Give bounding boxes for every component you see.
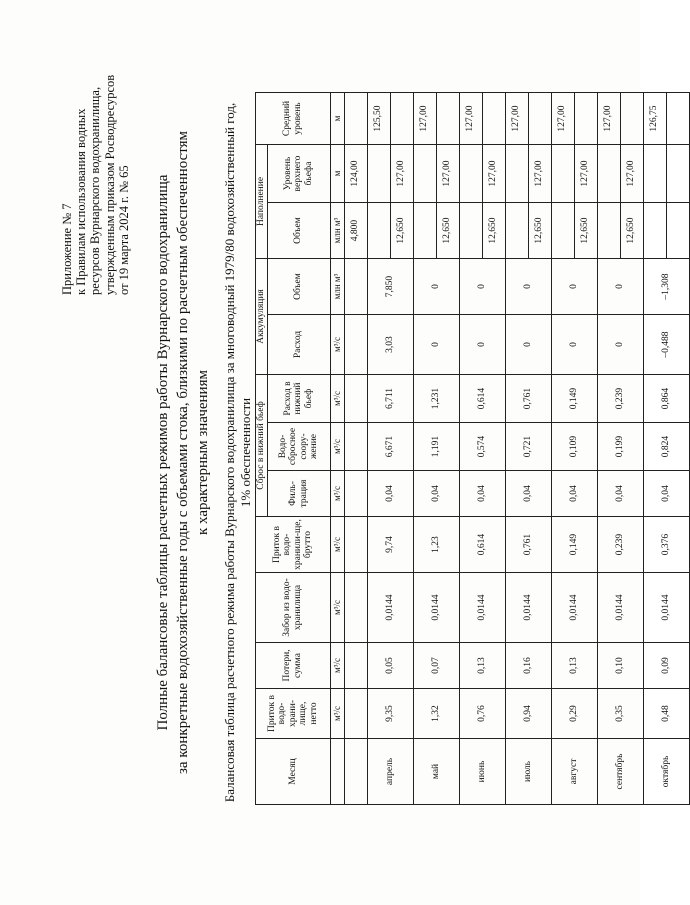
withdrawal-cell: 0,0144 xyxy=(413,573,459,643)
appendix-note xyxy=(60,15,131,295)
header-spillway: Водо-сбросное соору-жение xyxy=(267,423,330,471)
header-month: Месяц xyxy=(256,739,331,805)
inflow-gross-cell: 0,149 xyxy=(551,517,597,573)
month-cell: июнь xyxy=(459,739,505,805)
inflow-net-cell: 9,35 xyxy=(367,689,413,739)
header-tailwater: Расход в нижний бьеф xyxy=(267,375,330,423)
unit-cell xyxy=(330,739,344,805)
losses-cell: 0,09 xyxy=(643,643,689,689)
initial-fill-volume: 4,800 xyxy=(344,203,367,259)
unit-cell: м³/с xyxy=(330,573,344,643)
acc-volume-cell: 0 xyxy=(505,259,551,315)
withdrawal-cell: 0,0144 xyxy=(459,573,505,643)
month-cell: июль xyxy=(505,739,551,805)
empty-cell xyxy=(643,145,666,203)
acc-volume-cell: 0 xyxy=(597,259,643,315)
filtration-cell: 0,04 xyxy=(505,471,551,517)
upper-level-cell: 127,00 xyxy=(390,145,413,203)
table-row xyxy=(459,93,482,805)
avg-level-cell: 127,00 xyxy=(413,93,436,145)
empty-cell xyxy=(528,93,551,145)
appendix-line: утвержденным приказом Росводресурсов xyxy=(102,74,117,295)
acc-flow-cell: 0 xyxy=(413,315,459,375)
unit-cell: м³/с xyxy=(330,471,344,517)
header-withdrawal: Забор из водо-хранилища xyxy=(256,573,331,643)
withdrawal-cell: 0,0144 xyxy=(551,573,597,643)
avg-level-cell: 127,00 xyxy=(505,93,528,145)
acc-flow-cell: 0 xyxy=(597,315,643,375)
empty-cell xyxy=(666,93,689,145)
upper-level-cell: 127,00 xyxy=(436,145,459,203)
upper-level-cell: 127,00 xyxy=(528,145,551,203)
filtration-cell: 0,04 xyxy=(643,471,689,517)
appendix-line: ресурсов Вурнарского водохранилища, xyxy=(88,86,103,295)
empty-cell xyxy=(551,145,574,203)
initial-upper-level: 124,00 xyxy=(344,145,367,203)
header-losses: Потери, сумма xyxy=(256,643,331,689)
spillway-cell: 0,199 xyxy=(597,423,643,471)
losses-cell: 0,05 xyxy=(367,643,413,689)
withdrawal-cell: 0,0144 xyxy=(643,573,689,643)
table-row xyxy=(367,93,390,805)
month-cell: август xyxy=(551,739,597,805)
empty-cell xyxy=(597,203,620,259)
unit-cell: м³/с xyxy=(330,315,344,375)
empty-cell xyxy=(459,203,482,259)
month-cell: май xyxy=(413,739,459,805)
avg-level-cell: 127,00 xyxy=(597,93,620,145)
header-discharge-group: Сброс в нижний бьеф xyxy=(256,375,268,517)
empty-cell xyxy=(367,203,390,259)
appendix-line: к Правилам использования водных xyxy=(74,108,89,295)
table-row xyxy=(505,93,528,805)
month-cell: сентябрь xyxy=(597,739,643,805)
header-inflow-gross: Приток в водо-хранили-ще, брутто xyxy=(256,517,331,573)
unit-cell: м³/с xyxy=(330,689,344,739)
tailwater-cell: 0,761 xyxy=(505,375,551,423)
empty-cell xyxy=(390,93,413,145)
empty-cell xyxy=(367,145,390,203)
header-avg-level: Средний уровень xyxy=(256,93,331,145)
avg-level-cell: 126,75 xyxy=(643,93,666,145)
inflow-gross-cell: 0,239 xyxy=(597,517,643,573)
acc-volume-cell: 7,850 xyxy=(367,259,413,315)
header-acc-volume: Объем xyxy=(267,259,330,315)
fill-volume-cell: 12,650 xyxy=(482,203,505,259)
header-fill-volume: Объем xyxy=(267,203,330,259)
header-accumulation-group: Аккумуляция xyxy=(256,259,268,375)
header-filling-group: Наполнение xyxy=(256,145,268,259)
inflow-gross-cell: 0,614 xyxy=(459,517,505,573)
unit-cell: м xyxy=(330,93,344,145)
header-filtration: Филь-трация xyxy=(267,471,330,517)
inflow-net-cell: 0,94 xyxy=(505,689,551,739)
acc-volume-cell: 0 xyxy=(413,259,459,315)
withdrawal-cell: 0,0144 xyxy=(367,573,413,643)
empty-cell xyxy=(436,93,459,145)
balance-table xyxy=(255,92,690,805)
empty-cell xyxy=(551,203,574,259)
avg-level-cell: 125,50 xyxy=(367,93,390,145)
tailwater-cell: 0,239 xyxy=(597,375,643,423)
spillway-cell: 0,721 xyxy=(505,423,551,471)
upper-level-cell: 127,00 xyxy=(482,145,505,203)
avg-level-cell: 127,00 xyxy=(551,93,574,145)
document-title-line: за конкретные водохозяйственные годы с объемами стока, близкими по расчетным обеспеченностям xyxy=(175,131,191,774)
fill-volume-cell: 12,650 xyxy=(620,203,643,259)
document-title-line: к характерным значениям xyxy=(195,370,211,535)
fill-volume-cell: 12,650 xyxy=(390,203,413,259)
unit-cell: м³/с xyxy=(330,517,344,573)
inflow-net-cell: 0,76 xyxy=(459,689,505,739)
table-row xyxy=(551,93,574,805)
spillway-cell: 0,574 xyxy=(459,423,505,471)
table-caption-line: 1% обеспеченности xyxy=(238,397,253,508)
fill-volume-cell: 12,650 xyxy=(574,203,597,259)
acc-volume-cell: –1,308 xyxy=(643,259,689,315)
acc-flow-cell: 0 xyxy=(505,315,551,375)
losses-cell: 0,07 xyxy=(413,643,459,689)
unit-cell: м xyxy=(330,145,344,203)
document-title-line: Полные балансовые таблицы расчетных режимов работы Вурнарского водохранилища xyxy=(155,174,171,731)
upper-level-cell: 127,00 xyxy=(574,145,597,203)
fill-volume-cell: 12,650 xyxy=(528,203,551,259)
acc-volume-cell: 0 xyxy=(551,259,597,315)
empty-cell xyxy=(643,203,666,259)
spillway-cell: 0,824 xyxy=(643,423,689,471)
appendix-line: Приложение № 7 xyxy=(60,203,74,295)
acc-volume-cell: 0 xyxy=(459,259,505,315)
upper-level-cell xyxy=(666,145,689,203)
upper-level-cell: 127,00 xyxy=(620,145,643,203)
avg-level-cell: 127,00 xyxy=(459,93,482,145)
empty-cell xyxy=(413,203,436,259)
withdrawal-cell: 0,0144 xyxy=(505,573,551,643)
acc-flow-cell: 3,03 xyxy=(367,315,413,375)
tailwater-cell: 0,614 xyxy=(459,375,505,423)
table-row xyxy=(413,93,436,805)
tailwater-cell: 0,149 xyxy=(551,375,597,423)
inflow-gross-cell: 0,761 xyxy=(505,517,551,573)
table-caption-line: Балансовая таблица расчетного режима работы Вурнарского водохранилища за многоводный 1979/80 водохозяйственный год, xyxy=(222,102,237,803)
empty-cell xyxy=(620,93,643,145)
empty-cell xyxy=(459,145,482,203)
empty-cell xyxy=(413,145,436,203)
losses-cell: 0,13 xyxy=(551,643,597,689)
spillway-cell: 0,109 xyxy=(551,423,597,471)
header-inflow-net: Приток в водо-храни-лище, нетто xyxy=(256,689,331,739)
filtration-cell: 0,04 xyxy=(597,471,643,517)
fill-volume-cell xyxy=(666,203,689,259)
losses-cell: 0,10 xyxy=(597,643,643,689)
month-cell: октябрь xyxy=(643,739,689,805)
inflow-net-cell: 1,32 xyxy=(413,689,459,739)
inflow-net-cell: 0,29 xyxy=(551,689,597,739)
inflow-net-cell: 0,35 xyxy=(597,689,643,739)
inflow-net-cell: 0,48 xyxy=(643,689,689,739)
empty-cell xyxy=(505,145,528,203)
initial-row xyxy=(344,93,367,805)
unit-cell: млн м³ xyxy=(330,203,344,259)
tailwater-cell: 0,864 xyxy=(643,375,689,423)
spillway-cell: 1,191 xyxy=(413,423,459,471)
table-body xyxy=(344,93,689,805)
empty-cell xyxy=(505,203,528,259)
acc-flow-cell: 0 xyxy=(459,315,505,375)
header-acc-flow: Расход xyxy=(267,315,330,375)
empty-cell xyxy=(574,93,597,145)
losses-cell: 0,13 xyxy=(459,643,505,689)
filtration-cell: 0,04 xyxy=(551,471,597,517)
month-cell: апрель xyxy=(367,739,413,805)
filtration-cell: 0,04 xyxy=(413,471,459,517)
fill-volume-cell: 12,650 xyxy=(436,203,459,259)
table-row xyxy=(597,93,620,805)
tailwater-cell: 1,231 xyxy=(413,375,459,423)
header-upper-level: Уровень верхнего бьефа xyxy=(267,145,330,203)
acc-flow-cell: –0,488 xyxy=(643,315,689,375)
unit-cell: м³/с xyxy=(330,643,344,689)
acc-flow-cell: 0 xyxy=(551,315,597,375)
losses-cell: 0,16 xyxy=(505,643,551,689)
inflow-gross-cell: 1,23 xyxy=(413,517,459,573)
filtration-cell: 0,04 xyxy=(367,471,413,517)
inflow-gross-cell: 9,74 xyxy=(367,517,413,573)
withdrawal-cell: 0,0144 xyxy=(597,573,643,643)
unit-cell: м³/с xyxy=(330,423,344,471)
inflow-gross-cell: 0,376 xyxy=(643,517,689,573)
tailwater-cell: 6,711 xyxy=(367,375,413,423)
spillway-cell: 6,671 xyxy=(367,423,413,471)
unit-cell: м³/с xyxy=(330,375,344,423)
appendix-line: от 19 марта 2024 г. № 65 xyxy=(116,165,131,295)
empty-cell xyxy=(482,93,505,145)
unit-cell: млн м³ xyxy=(330,259,344,315)
empty-cell xyxy=(597,145,620,203)
table-row xyxy=(643,93,666,805)
filtration-cell: 0,04 xyxy=(459,471,505,517)
